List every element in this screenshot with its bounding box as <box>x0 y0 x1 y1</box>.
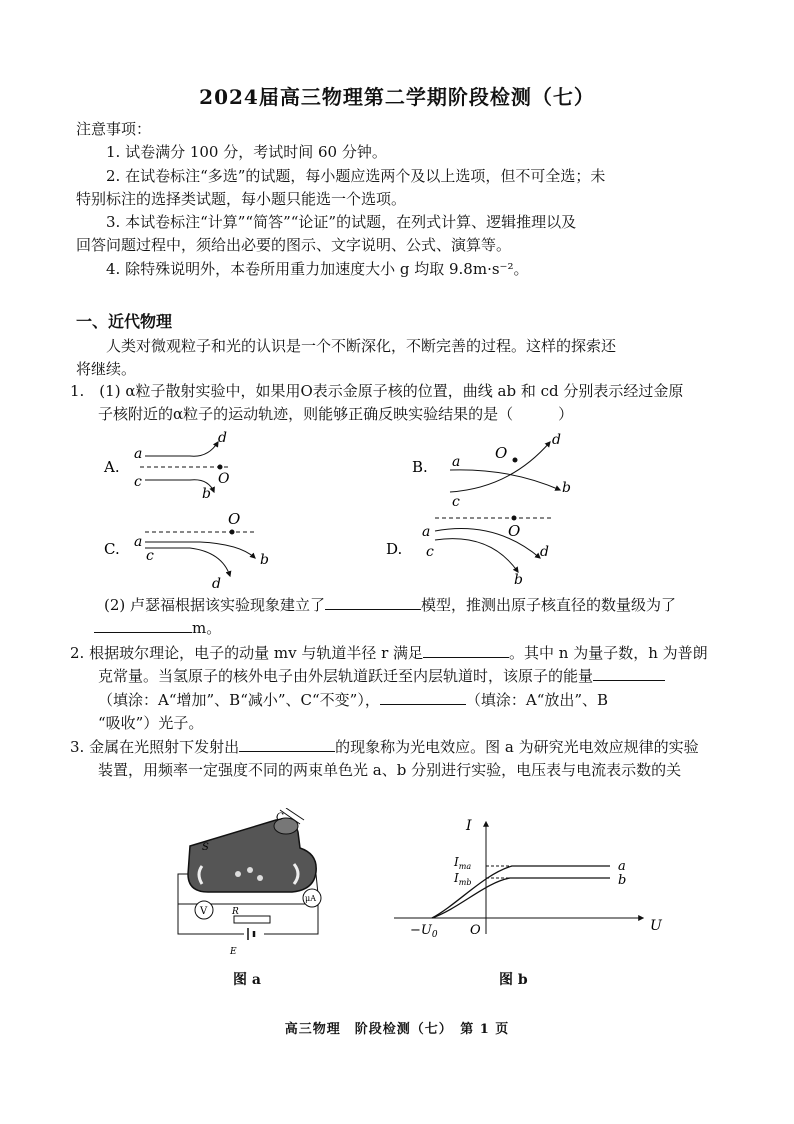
q1-part2 <box>104 594 784 641</box>
option-a-d-label: d <box>218 430 227 446</box>
q1-stem <box>70 380 750 427</box>
q3-line-1b: 的现象称为光电效应。图 a 为研究光电效应规律的实验 <box>335 738 699 756</box>
q1-line-1: 1. (1) α粒子散射实验中，如果用O表示金原子核的位置，曲线 ab 和 cd 分别表示经过金原 <box>70 382 684 400</box>
q2-line-2: 克常量。当氢原子的核外电子由外层轨道跃迁至内层轨道时，该原子的能量 <box>98 667 594 686</box>
q1-options-figure <box>90 428 730 593</box>
option-a-track-ab <box>145 442 218 456</box>
q3-block <box>70 736 750 783</box>
origin-label: O <box>470 923 481 938</box>
option-c-c-label: c <box>146 548 154 564</box>
q2-blank-relation[interactable] <box>423 656 509 658</box>
option-b-c-label: c <box>452 494 460 510</box>
notice-item-4: 4. 除特殊说明外，本卷所用重力加速度大小 g 均取 9.8m·s⁻²。 <box>106 259 529 278</box>
option-d-track-cd <box>435 529 540 558</box>
notice-block <box>76 118 756 281</box>
q2-line-1b: 。其中 n 为量子数，h 为普朗 <box>509 644 708 662</box>
option-b-a-label: a <box>452 454 461 470</box>
option-d-figure[interactable] <box>386 516 552 589</box>
figure-a-apparatus <box>168 808 328 968</box>
notice-item-1: 1. 试卷满分 100 分，考试时间 60 分钟。 <box>106 143 387 162</box>
notice-item-2: 2. 在试卷标注“多选”的试题，每小题应选两个及以上选项，但不可全选；未 <box>106 166 606 185</box>
q2-blank-energy[interactable] <box>593 679 665 681</box>
q2-line-3b: （填涂：A“放出”、B <box>465 690 609 709</box>
rheostat <box>234 916 270 923</box>
exam-title: 2024届高三物理第二学期阶段检测（七） <box>199 85 595 109</box>
option-a-c-label: c <box>134 474 142 490</box>
option-d-c-label: c <box>426 544 434 560</box>
section1-intro-1: 人类对微观粒子和光的认识是一个不断深化，不断完善的过程。这样的探索还 <box>106 336 617 355</box>
option-c-label: C. <box>104 540 120 558</box>
q2-line-3a: （填涂：A“增加”、B“减小”、C“不变”）， <box>98 690 380 709</box>
option-d-track-ab <box>435 539 518 572</box>
curve-a-label: a <box>618 859 626 874</box>
rheostat-label: R <box>232 907 239 917</box>
option-c-figure[interactable] <box>104 510 269 592</box>
figure-b-graph <box>388 812 668 942</box>
option-b-o-label: O <box>495 444 508 462</box>
voltmeter-label: V <box>200 906 208 917</box>
option-b-d-label: d <box>552 432 561 448</box>
page-footer: 高三物理 阶段检测（七） 第 1 页 <box>284 1022 510 1037</box>
option-c-a-label: a <box>134 534 143 550</box>
option-b-track-ab <box>450 470 560 490</box>
notice-item-3-cont: 回答问题过程中，须给出必要的图示、文字说明、公式、演算等。 <box>76 236 512 255</box>
q3-blank-particle[interactable] <box>239 750 335 752</box>
q3-line-1a: 3. 金属在光照射下发射出 <box>70 738 240 756</box>
stop-voltage-label: $-U_0$ <box>410 923 438 940</box>
q2-blank-photon[interactable] <box>380 703 466 705</box>
option-b-figure[interactable] <box>412 432 571 510</box>
battery-label: E <box>230 947 237 957</box>
option-c-track-cd <box>145 548 230 576</box>
option-c-o-label: O <box>228 510 241 528</box>
figure-a-caption: 图 a <box>233 972 261 988</box>
option-d-label: D. <box>386 540 403 558</box>
option-c-nucleus <box>230 530 235 535</box>
q1-part2-text-1: (2) 卢瑟福根据该实验现象建立了 <box>104 596 326 614</box>
option-a-o-label: O <box>218 471 230 487</box>
option-d-nucleus <box>512 516 517 521</box>
notice-item-3: 3. 本试卷标注“计算”“简答”“论证”的试题，在列式计算、逻辑推理以及 <box>106 213 577 231</box>
option-a-b-label: b <box>202 486 211 502</box>
option-c-b-label: b <box>260 552 269 568</box>
section1-block <box>76 310 756 381</box>
q2-line-4: “吸收”）光子。 <box>98 713 204 732</box>
q3-line-2: 装置，用频率一定强度不同的两束单色光 a、b 分别进行实验，电压表与电流表示数的关 <box>98 761 682 780</box>
q2-block <box>70 642 750 735</box>
option-d-b-label: b <box>514 572 523 588</box>
section1-intro-2: 将继续。 <box>76 360 137 379</box>
section1-heading: 一、近代物理 <box>76 312 173 331</box>
option-d-d-label: d <box>540 544 549 560</box>
option-a-figure[interactable] <box>103 430 230 502</box>
label-s: S <box>202 842 209 853</box>
i-axis-label: I <box>466 818 472 834</box>
option-b-nucleus <box>513 458 518 463</box>
notice-item-2-cont: 特别标注的选择类试题，每小题只能选一个选项。 <box>76 189 407 208</box>
option-d-o-label: O <box>508 522 521 540</box>
label-c: C <box>276 812 284 823</box>
u-axis-label: U <box>650 918 662 934</box>
option-a-a-label: a <box>134 446 143 462</box>
option-c-d-label: d <box>212 576 221 592</box>
microammeter-label: μA <box>305 894 316 903</box>
q2-line-1a: 2. 根据玻尔理论，电子的动量 mv 与轨道半径 r 满足 <box>70 644 424 662</box>
q1-part2-blank-order[interactable] <box>94 631 192 633</box>
ima-label: $I_{ma}$ <box>454 855 472 871</box>
figure-b-caption: 图 b <box>499 972 528 988</box>
q1-line-2: 子核附近的α粒子的运动轨迹，则能够正确反映实验结果的是（ ） <box>98 405 574 424</box>
option-b-label: B. <box>412 458 428 476</box>
option-b-b-label: b <box>562 480 571 496</box>
q1-part2-text-2: 模型，推测出原子核直径的数量级为了 <box>421 596 677 614</box>
option-d-a-label: a <box>422 524 431 540</box>
q1-part2-blank-model[interactable] <box>325 608 421 610</box>
notice-heading: 注意事项： <box>76 120 152 138</box>
curve-b-label: b <box>618 873 627 888</box>
option-a-label: A. <box>104 458 120 476</box>
option-a-nucleus <box>218 465 223 470</box>
q1-part2-text-3: m。 <box>192 619 222 638</box>
imb-label: $I_{mb}$ <box>454 871 472 887</box>
